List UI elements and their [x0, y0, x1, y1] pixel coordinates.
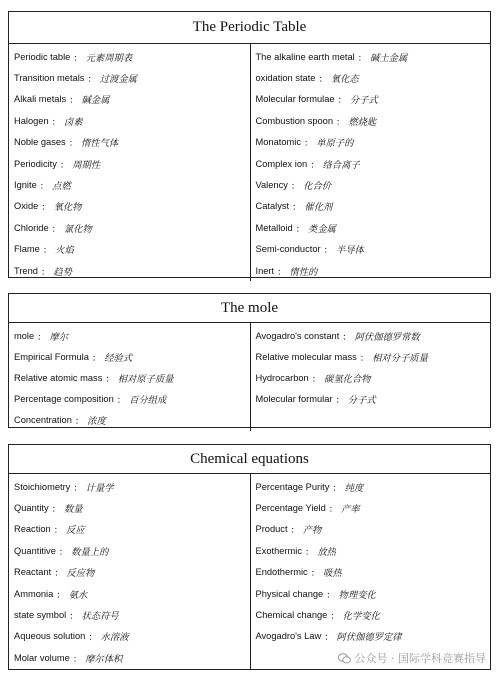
- english-term: Ammonia: [14, 588, 54, 599]
- separator: ：: [328, 504, 339, 515]
- english-term: Chemical change: [255, 610, 328, 621]
- vocab-row: [14, 239, 250, 260]
- chinese-term: 阿伏伽德罗常数: [354, 331, 420, 343]
- separator: ：: [326, 589, 336, 600]
- chinese-term: 状态符号: [81, 611, 119, 623]
- english-term: Periodic table: [14, 51, 71, 62]
- vocab-row: [14, 410, 250, 431]
- chinese-term: 阿伏伽德罗定律: [336, 632, 402, 644]
- english-term: Hydrocarbon: [255, 372, 309, 383]
- english-term: Endothermic: [255, 567, 308, 578]
- vocab-row: [14, 604, 250, 625]
- english-term: Ignite: [14, 180, 37, 191]
- separator: ：: [53, 525, 64, 536]
- vocab-row: [256, 46, 491, 67]
- chinese-term: 分子式: [347, 395, 376, 407]
- vocab-row: [14, 497, 250, 518]
- vocab-row: [14, 89, 250, 110]
- separator: ：: [310, 159, 320, 170]
- chinese-term: 摩尔: [49, 331, 69, 343]
- vocab-row: [14, 562, 250, 583]
- vocab-row: [256, 153, 491, 174]
- english-term: Concentration: [14, 415, 72, 426]
- chinese-term: 氧化物: [53, 202, 82, 214]
- chinese-term: 火焰: [55, 245, 74, 257]
- english-term: Exothermic: [255, 545, 302, 556]
- english-term: Semi-conductor: [255, 244, 321, 255]
- chinese-term: 碱土金属: [370, 52, 408, 64]
- vocab-row: [14, 153, 250, 174]
- watermark-text: 公众号 · 国际学科竞赛指导: [354, 652, 486, 665]
- separator: ：: [51, 504, 61, 515]
- english-term: Transition metals: [14, 73, 85, 84]
- vocab-row: [256, 476, 491, 497]
- separator: ：: [68, 138, 78, 149]
- english-term: Stoichiometry: [14, 481, 71, 492]
- mole-vocab-table: [8, 293, 491, 428]
- english-term: Halogen: [14, 115, 49, 126]
- english-term: oxidation state: [255, 73, 316, 84]
- chinese-term: 数量上的: [71, 546, 109, 558]
- chemical-equations-vocab-table: [8, 444, 491, 670]
- english-term: Reaction: [14, 524, 51, 535]
- separator: ：: [39, 181, 50, 192]
- vocab-row: [256, 562, 491, 583]
- vocab-row: [256, 217, 491, 238]
- vocab-row: [256, 604, 491, 625]
- english-term: Molecular formulae: [255, 94, 335, 105]
- chinese-term: 浓度: [87, 416, 106, 428]
- chinese-term: 类金属: [308, 223, 336, 235]
- chinese-term: 水溶液: [100, 632, 129, 644]
- separator: ：: [323, 245, 333, 256]
- separator: ：: [59, 159, 70, 170]
- chinese-term: 产率: [341, 504, 360, 516]
- separator: ：: [324, 632, 334, 643]
- vocab-row: [14, 325, 250, 346]
- vocab-row: [14, 647, 250, 668]
- chinese-term: 化合价: [303, 181, 332, 193]
- separator: ：: [277, 266, 287, 277]
- vocab-row: [256, 89, 491, 110]
- chinese-term: 经验式: [104, 352, 133, 364]
- separator: ：: [330, 611, 340, 622]
- separator: ：: [105, 373, 115, 384]
- watermark: [338, 650, 487, 666]
- vocab-row: [14, 196, 250, 217]
- separator: ：: [87, 74, 97, 85]
- vocab-row: [256, 196, 491, 217]
- chinese-term: 碳氢化合物: [324, 373, 371, 385]
- left-column: [9, 44, 250, 281]
- left-column: [9, 474, 250, 669]
- separator: ：: [295, 223, 306, 234]
- chinese-term: 氯化物: [63, 223, 92, 235]
- table-title: The mole: [9, 294, 490, 323]
- vocab-row: [14, 260, 250, 281]
- english-term: mole: [14, 330, 35, 341]
- vocab-row: [256, 497, 491, 518]
- chinese-term: 半导体: [335, 245, 364, 257]
- english-term: Empirical Formula: [14, 351, 89, 362]
- separator: ：: [116, 395, 127, 406]
- chinese-term: 产物: [302, 525, 322, 537]
- chinese-term: 元素周期表: [85, 52, 133, 64]
- separator: ：: [359, 352, 370, 363]
- separator: ：: [311, 373, 322, 384]
- chinese-term: 燃烧匙: [348, 116, 377, 128]
- separator: ：: [290, 525, 300, 536]
- english-term: Metalloid: [255, 222, 293, 233]
- vocab-row: [256, 389, 491, 410]
- english-term: Percentage composition: [14, 394, 114, 405]
- english-term: Complex ion: [255, 158, 308, 169]
- chinese-term: 相对原子质量: [117, 373, 174, 385]
- english-term: The alkaline earth metal: [255, 51, 355, 62]
- table-title: The Periodic Table: [9, 12, 490, 44]
- separator: ：: [91, 352, 102, 363]
- separator: ：: [336, 116, 346, 127]
- separator: ：: [318, 74, 328, 85]
- english-term: Quantitive: [14, 545, 56, 556]
- english-term: Molar volume: [14, 652, 70, 663]
- vocab-row: [14, 46, 250, 67]
- english-term: Molecular formular: [255, 394, 333, 405]
- separator: ：: [310, 568, 321, 579]
- english-term: Combustion spoon: [255, 115, 334, 126]
- separator: ：: [88, 632, 98, 643]
- separator: ：: [40, 266, 51, 277]
- english-term: Percentage Purity: [255, 481, 330, 492]
- english-term: Percentage Yield: [255, 503, 326, 514]
- english-term: Chloride: [14, 222, 49, 233]
- chinese-term: 物理变化: [338, 589, 376, 601]
- separator: ：: [54, 568, 64, 579]
- english-term: Avogadro's Law: [255, 631, 322, 642]
- separator: ：: [51, 116, 61, 127]
- vocab-row: [14, 217, 250, 238]
- english-term: Flame: [14, 244, 40, 255]
- separator: ：: [72, 653, 83, 664]
- english-term: Trend: [14, 265, 38, 276]
- separator: ：: [42, 245, 53, 256]
- vocab-row: [256, 626, 491, 647]
- chinese-term: 反应: [66, 525, 85, 537]
- right-column: [250, 474, 491, 669]
- vocab-row: [14, 346, 250, 367]
- english-term: Avogadro's constant: [255, 330, 340, 341]
- vocab-row: [14, 476, 250, 497]
- separator: ：: [332, 482, 342, 493]
- vocab-row: [14, 67, 250, 88]
- separator: ：: [357, 52, 368, 63]
- chinese-term: 百分组成: [129, 395, 167, 407]
- vocab-row: [256, 174, 491, 195]
- chinese-term: 氧化态: [330, 74, 359, 86]
- chinese-term: 相对分子质量: [372, 352, 428, 364]
- english-term: Quantity: [14, 503, 49, 514]
- separator: ：: [51, 223, 61, 234]
- chinese-term: 惰性气体: [81, 138, 119, 150]
- periodic-table-vocab-table: [8, 11, 491, 278]
- english-term: Relative molecular mass: [255, 351, 357, 362]
- chinese-term: 单原子的: [316, 138, 354, 150]
- vocab-row: [256, 110, 491, 131]
- chinese-term: 氨水: [68, 589, 88, 601]
- chinese-term: 络合离子: [322, 159, 360, 171]
- chinese-term: 过渡金属: [99, 74, 137, 86]
- chinese-term: 卤素: [63, 116, 83, 128]
- left-column: [9, 323, 250, 431]
- english-term: Physical change: [255, 588, 324, 599]
- english-term: Monatomic: [255, 137, 301, 148]
- right-column: [250, 323, 491, 431]
- separator: ：: [58, 546, 69, 557]
- separator: ：: [337, 95, 347, 106]
- vocab-row: [14, 626, 250, 647]
- vocab-row: [14, 367, 250, 388]
- separator: ：: [290, 181, 301, 192]
- chinese-term: 吸热: [323, 568, 342, 580]
- chinese-term: 摩尔体积: [85, 653, 123, 665]
- separator: ：: [342, 331, 352, 342]
- chinese-term: 催化剂: [304, 202, 333, 214]
- separator: ：: [73, 482, 83, 493]
- english-term: Product: [255, 524, 288, 535]
- vocab-row: [256, 540, 491, 561]
- chinese-term: 反应物: [66, 568, 95, 580]
- english-term: Aqueous solution: [14, 631, 86, 642]
- chinese-term: 放热: [317, 546, 336, 558]
- vocab-row: [256, 239, 491, 260]
- separator: ：: [41, 202, 51, 213]
- separator: ：: [303, 138, 314, 149]
- chinese-term: 碱金属: [81, 95, 110, 107]
- separator: ：: [37, 331, 47, 342]
- chinese-term: 惰性的: [289, 266, 318, 278]
- separator: ：: [69, 95, 79, 106]
- vocab-row: [14, 519, 250, 540]
- separator: ：: [335, 395, 345, 406]
- vocab-row: [256, 260, 491, 281]
- vocab-row: [256, 132, 491, 153]
- vocab-row: [256, 325, 491, 346]
- chinese-term: 计量学: [85, 482, 114, 494]
- vocab-row: [14, 540, 250, 561]
- english-term: Reactant: [14, 567, 52, 578]
- chinese-term: 纯度: [344, 482, 364, 494]
- vocab-row: [256, 346, 491, 367]
- english-term: Relative atomic mass: [14, 372, 103, 383]
- separator: ：: [69, 611, 79, 622]
- separator: ：: [56, 589, 66, 600]
- separator: ：: [74, 416, 85, 427]
- english-term: Noble gases: [14, 137, 66, 148]
- vocab-row: [256, 583, 491, 604]
- english-term: Oxide: [14, 201, 39, 212]
- vocab-row: [14, 110, 250, 131]
- vocab-row: [256, 519, 491, 540]
- english-term: Periodicity: [14, 158, 57, 169]
- english-term: Catalyst: [255, 201, 290, 212]
- chinese-term: 分子式: [349, 95, 378, 107]
- vocab-row: [14, 132, 250, 153]
- table-title: Chemical equations: [9, 445, 490, 474]
- vocab-row: [256, 367, 491, 388]
- right-column: [250, 44, 491, 281]
- vocab-row: [14, 174, 250, 195]
- separator: ：: [305, 546, 315, 557]
- vocab-row: [256, 67, 491, 88]
- english-term: Alkali metals: [14, 94, 67, 105]
- chinese-term: 周期性: [72, 159, 101, 171]
- english-term: Valency: [255, 180, 288, 191]
- wechat-icon: [338, 653, 351, 664]
- chinese-term: 点燃: [52, 181, 71, 193]
- vocab-row: [14, 389, 250, 410]
- chinese-term: 化学变化: [342, 611, 380, 623]
- english-term: state symbol: [14, 610, 67, 621]
- chinese-term: 趋势: [53, 266, 72, 278]
- separator: ：: [73, 52, 83, 63]
- chinese-term: 数量: [63, 504, 83, 516]
- separator: ：: [292, 202, 302, 213]
- english-term: Inert: [255, 265, 275, 276]
- vocab-row: [14, 583, 250, 604]
